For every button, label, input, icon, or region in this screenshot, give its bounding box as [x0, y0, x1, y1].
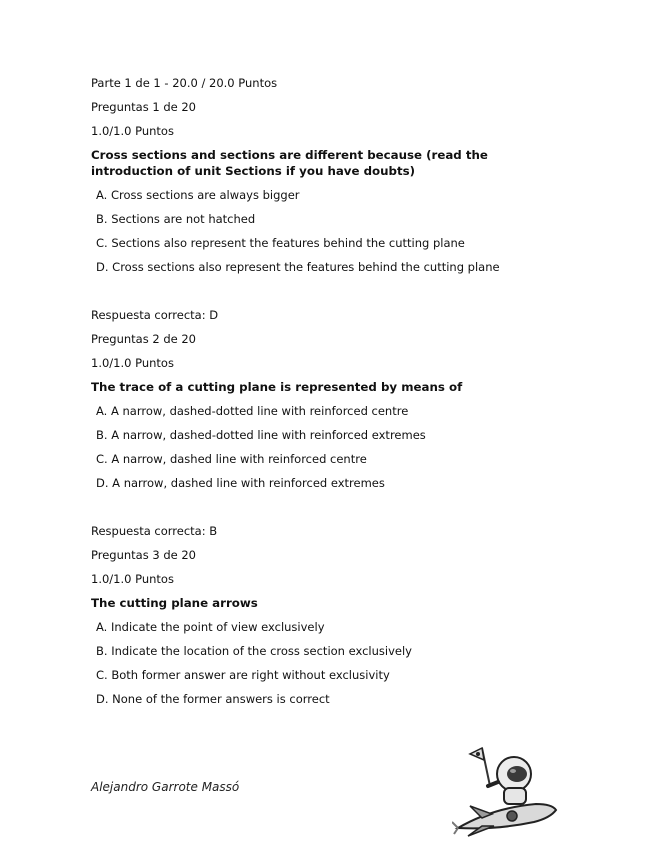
question-text: The trace of a cutting plane is represented by means of — [91, 380, 463, 394]
option-a: A. A narrow, dashed-dotted line with reinforced centre — [96, 404, 409, 418]
option-d: D. Cross sections also represent the features behind the cutting plane — [96, 260, 500, 274]
part-header: Parte 1 de 1 - 20.0 / 20.0 Puntos — [91, 76, 278, 90]
question-counter: Preguntas 1 de 20 — [91, 100, 196, 114]
question-counter: Preguntas 2 de 20 — [91, 332, 196, 346]
option-d: D. A narrow, dashed line with reinforced extremes — [96, 476, 385, 490]
question-counter: Preguntas 3 de 20 — [91, 548, 196, 562]
option-b: B. A narrow, dashed-dotted line with reinforced extremes — [96, 428, 426, 442]
option-a: A. Indicate the point of view exclusively — [96, 620, 325, 634]
correct-answer: Respuesta correcta: B — [91, 524, 218, 538]
question-points: 1.0/1.0 Puntos — [91, 356, 174, 370]
question-points: 1.0/1.0 Puntos — [91, 124, 174, 138]
quiz-document — [91, 75, 591, 715]
correct-answer: Respuesta correcta: D — [91, 308, 219, 322]
question-points: 1.0/1.0 Puntos — [91, 572, 174, 586]
option-d: D. None of the former answers is correct — [96, 692, 330, 706]
option-c: C. A narrow, dashed line with reinforced centre — [96, 452, 367, 466]
question-text: The cutting plane arrows — [91, 596, 258, 610]
astronaut-rocket-icon — [452, 742, 562, 838]
option-a: A. Cross sections are always bigger — [96, 188, 300, 202]
author-name: Alejandro Garrote Massó — [91, 780, 240, 794]
option-c: C. Both former answer are right without exclusivity — [96, 668, 390, 682]
question-text: Cross sections and sections are different because (read the introduction of unit Sections if you have doubts) — [91, 148, 488, 178]
option-b: B. Sections are not hatched — [96, 212, 256, 226]
option-b: B. Indicate the location of the cross section exclusively — [96, 644, 412, 658]
option-c: C. Sections also represent the features behind the cutting plane — [96, 236, 465, 250]
